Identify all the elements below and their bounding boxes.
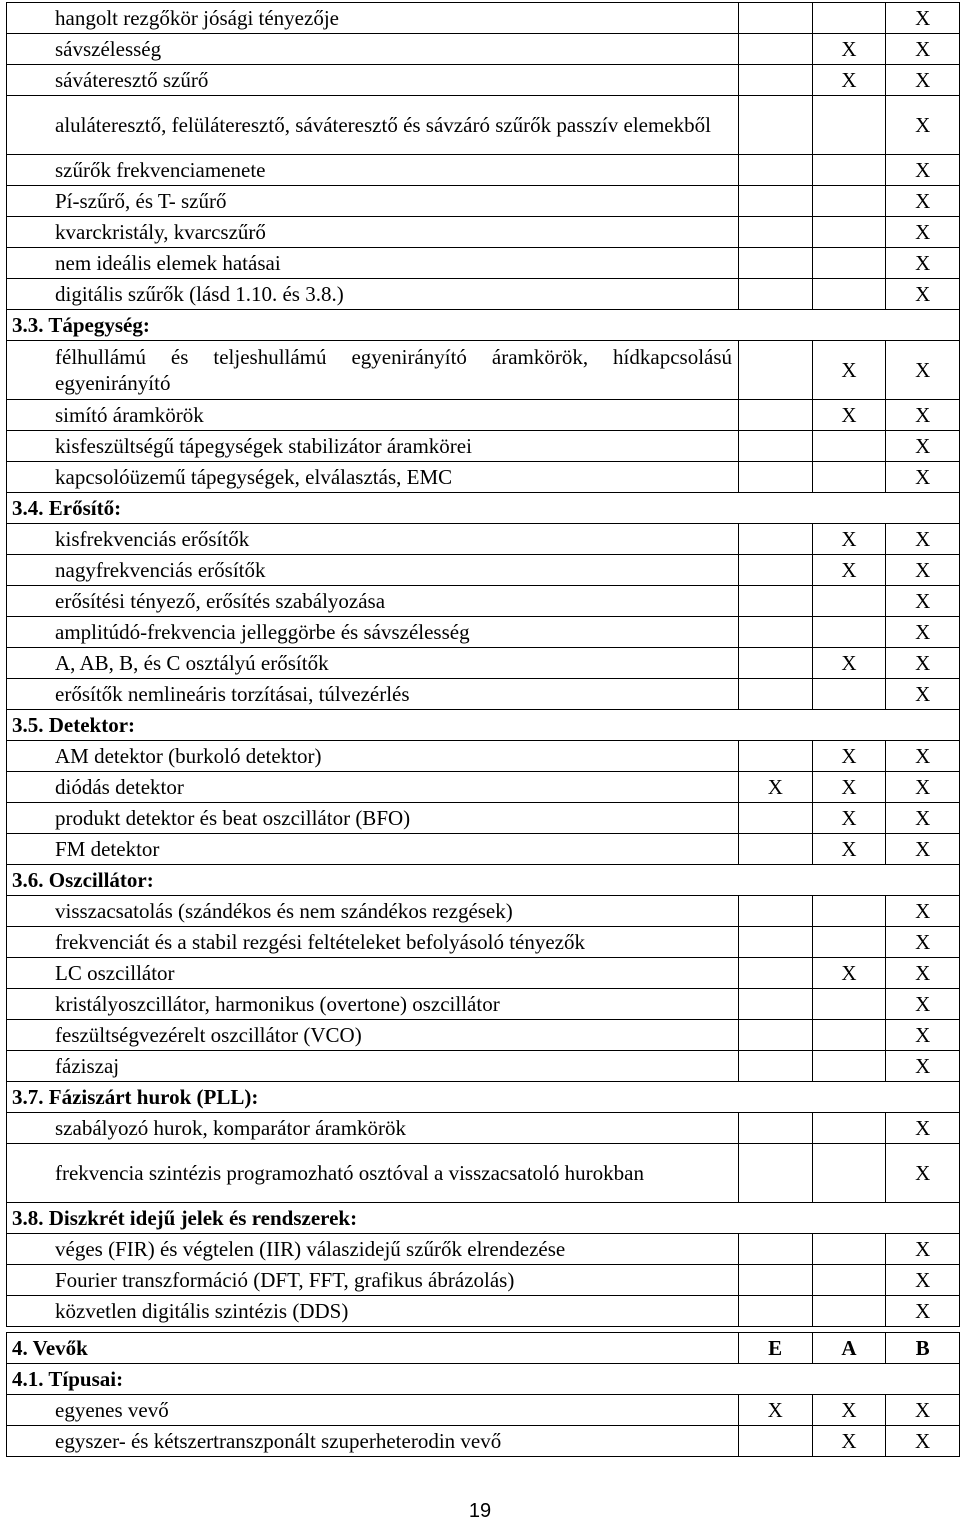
topic-label: hangolt rezgőkör jósági tényezője	[7, 3, 739, 34]
topic-row	[7, 586, 960, 617]
topic-row	[7, 555, 960, 586]
level-mark-2	[812, 1296, 886, 1327]
topic-label: egyszer- és kétszertranszponált szuperheterodin vevő	[7, 1426, 739, 1457]
topic-row	[7, 1144, 960, 1203]
topic-row	[7, 96, 960, 155]
topic-label: FM detektor	[7, 834, 739, 865]
topic-label: diódás detektor	[7, 772, 739, 803]
level-mark-2	[812, 279, 886, 310]
level-mark-3: X	[886, 34, 960, 65]
topic-row	[7, 341, 960, 400]
topic-label: félhullámú és teljeshullámú egyenirányító áramkörök, hídkapcsolású egyenirányító	[7, 341, 739, 400]
topic-label: feszültségvezérelt oszcillátor (VCO)	[7, 1020, 739, 1051]
level-mark-2: X	[812, 1395, 886, 1426]
level-mark-3: X	[886, 803, 960, 834]
receivers-table	[6, 1332, 960, 1457]
topic-row	[7, 431, 960, 462]
level-mark-1	[739, 3, 813, 34]
topic-row	[7, 1395, 960, 1426]
level-mark-1	[739, 1020, 813, 1051]
level-mark-3: X	[886, 648, 960, 679]
level-mark-2	[812, 617, 886, 648]
topic-row	[7, 741, 960, 772]
level-mark-3: X	[886, 679, 960, 710]
level-mark-1	[739, 927, 813, 958]
level-mark-2	[812, 1020, 886, 1051]
section-heading: 4.1. Típusai:	[7, 1364, 960, 1395]
level-mark-1	[739, 1265, 813, 1296]
topic-row	[7, 217, 960, 248]
topic-row	[7, 1426, 960, 1457]
level-mark-2: X	[812, 555, 886, 586]
requirements-table	[6, 2, 960, 1327]
level-mark-2	[812, 1113, 886, 1144]
level-mark-3: X	[886, 186, 960, 217]
level-mark-3: X	[886, 462, 960, 493]
level-mark-3: X	[886, 896, 960, 927]
receivers-heading: 4. Vevők	[7, 1333, 739, 1364]
level-mark-2	[812, 217, 886, 248]
level-mark-1	[739, 400, 813, 431]
topic-label: közvetlen digitális szintézis (DDS)	[7, 1296, 739, 1327]
topic-row	[7, 279, 960, 310]
level-mark-2: X	[812, 341, 886, 400]
level-mark-1	[739, 1051, 813, 1082]
level-mark-2: X	[812, 65, 886, 96]
level-mark-3: X	[886, 586, 960, 617]
level-mark-1	[739, 248, 813, 279]
level-mark-1	[739, 341, 813, 400]
requirements-table-body	[7, 3, 960, 1327]
section-heading: 3.7. Fáziszárt hurok (PLL):	[7, 1082, 960, 1113]
level-mark-3: X	[886, 65, 960, 96]
topic-label: simító áramkörök	[7, 400, 739, 431]
topic-row	[7, 3, 960, 34]
level-mark-3: X	[886, 772, 960, 803]
topic-row	[7, 834, 960, 865]
level-mark-2: X	[812, 34, 886, 65]
topic-row	[7, 34, 960, 65]
level-mark-3: X	[886, 3, 960, 34]
level-mark-3: X	[886, 1296, 960, 1327]
topic-row	[7, 617, 960, 648]
level-mark-3: X	[886, 555, 960, 586]
topic-row	[7, 186, 960, 217]
topic-label: aluláteresztő, felüláteresztő, sáváteresztő és sávzáró szűrők passzív elemekből	[7, 96, 739, 155]
level-mark-1	[739, 1144, 813, 1203]
level-mark-1	[739, 896, 813, 927]
section-row	[7, 1082, 960, 1113]
topic-row	[7, 1265, 960, 1296]
level-mark-1	[739, 989, 813, 1020]
level-mark-1	[739, 679, 813, 710]
topic-row	[7, 400, 960, 431]
section-row	[7, 310, 960, 341]
topic-label: frekvenciát és a stabil rezgési feltételeket befolyásoló tényezők	[7, 927, 739, 958]
level-mark-2: X	[812, 834, 886, 865]
topic-label: Pí-szűrő, és T- szűrő	[7, 186, 739, 217]
section-row	[7, 1203, 960, 1234]
topic-row	[7, 1113, 960, 1144]
level-mark-2: X	[812, 772, 886, 803]
page-number: 19	[468, 1500, 492, 1522]
level-mark-2	[812, 248, 886, 279]
level-mark-3: X	[886, 927, 960, 958]
topic-row	[7, 248, 960, 279]
level-mark-2	[812, 431, 886, 462]
level-mark-2	[812, 1265, 886, 1296]
level-mark-2	[812, 896, 886, 927]
level-mark-2: X	[812, 803, 886, 834]
level-mark-2	[812, 186, 886, 217]
level-mark-1	[739, 279, 813, 310]
level-mark-1	[739, 648, 813, 679]
topic-row	[7, 927, 960, 958]
level-mark-3: X	[886, 400, 960, 431]
level-mark-2	[812, 462, 886, 493]
column-heading-a: A	[812, 1333, 886, 1364]
level-mark-2	[812, 1234, 886, 1265]
topic-row	[7, 803, 960, 834]
level-mark-3: X	[886, 155, 960, 186]
level-mark-2	[812, 679, 886, 710]
topic-row	[7, 648, 960, 679]
section-row	[7, 710, 960, 741]
topic-label: erősítők nemlineáris torzításai, túlvezérlés	[7, 679, 739, 710]
level-mark-2	[812, 586, 886, 617]
section-heading: 3.4. Erősítő:	[7, 493, 960, 524]
topic-label: fáziszaj	[7, 1051, 739, 1082]
topic-label: nagyfrekvenciás erősítők	[7, 555, 739, 586]
topic-label: erősítési tényező, erősítés szabályozása	[7, 586, 739, 617]
level-mark-2: X	[812, 524, 886, 555]
topic-label: szűrők frekvenciamenete	[7, 155, 739, 186]
topic-label: egyenes vevő	[7, 1395, 739, 1426]
column-heading-e: E	[738, 1333, 812, 1364]
topic-row	[7, 958, 960, 989]
level-mark-3: X	[886, 741, 960, 772]
level-mark-3: X	[886, 834, 960, 865]
topic-row	[7, 896, 960, 927]
topic-row	[7, 462, 960, 493]
level-mark-3: X	[886, 1265, 960, 1296]
level-mark-2	[812, 1144, 886, 1203]
topic-label: amplitúdó-frekvencia jelleggörbe és sávszélesség	[7, 617, 739, 648]
topic-label: LC oszcillátor	[7, 958, 739, 989]
topic-row	[7, 65, 960, 96]
level-mark-2	[812, 3, 886, 34]
level-mark-2: X	[812, 958, 886, 989]
section-row	[7, 493, 960, 524]
level-mark-1	[739, 65, 813, 96]
topic-row	[7, 1020, 960, 1051]
level-mark-3: X	[886, 1395, 960, 1426]
level-mark-1	[739, 34, 813, 65]
level-mark-3: X	[886, 1144, 960, 1203]
level-mark-1	[739, 834, 813, 865]
topic-label: sáváteresztő szűrő	[7, 65, 739, 96]
topic-row	[7, 989, 960, 1020]
level-mark-3: X	[886, 958, 960, 989]
level-mark-1	[739, 1234, 813, 1265]
level-mark-2	[812, 989, 886, 1020]
section-heading: 3.8. Diszkrét idejű jelek és rendszerek:	[7, 1203, 960, 1234]
topic-row	[7, 1296, 960, 1327]
topic-row	[7, 679, 960, 710]
topic-label: nem ideális elemek hatásai	[7, 248, 739, 279]
topic-label: A, AB, B, és C osztályú erősítők	[7, 648, 739, 679]
level-mark-2	[812, 155, 886, 186]
topic-row	[7, 1234, 960, 1265]
level-mark-1	[739, 462, 813, 493]
topic-label: kapcsolóüzemű tápegységek, elválasztás, EMC	[7, 462, 739, 493]
level-mark-2: X	[812, 400, 886, 431]
level-mark-1	[739, 155, 813, 186]
level-mark-1	[739, 1296, 813, 1327]
level-mark-3: X	[886, 431, 960, 462]
section-heading: 3.3. Tápegység:	[7, 310, 960, 341]
level-mark-3: X	[886, 524, 960, 555]
level-mark-1	[739, 217, 813, 248]
level-mark-3: X	[886, 1020, 960, 1051]
section-row	[7, 865, 960, 896]
level-mark-1	[739, 524, 813, 555]
level-mark-3: X	[886, 989, 960, 1020]
topic-label: véges (FIR) és végtelen (IIR) válaszidejű szűrők elrendezése	[7, 1234, 739, 1265]
level-mark-3: X	[886, 1051, 960, 1082]
level-mark-3: X	[886, 617, 960, 648]
topic-label: visszacsatolás (szándékos és nem szándékos rezgések)	[7, 896, 739, 927]
level-mark-1	[739, 741, 813, 772]
level-mark-1	[739, 617, 813, 648]
topic-label: Fourier transzformáció (DFT, FFT, grafikus ábrázolás)	[7, 1265, 739, 1296]
level-mark-2: X	[812, 648, 886, 679]
column-heading-b: B	[886, 1333, 960, 1364]
level-mark-3: X	[886, 248, 960, 279]
receivers-header-row	[7, 1333, 960, 1364]
level-mark-1	[739, 186, 813, 217]
level-mark-1: X	[738, 1395, 812, 1426]
topic-label: frekvencia szintézis programozható osztóval a visszacsatoló hurokban	[7, 1144, 739, 1203]
level-mark-3: X	[886, 341, 960, 400]
level-mark-2	[812, 96, 886, 155]
level-mark-2: X	[812, 1426, 886, 1457]
level-mark-3: X	[886, 1234, 960, 1265]
topic-label: AM detektor (burkoló detektor)	[7, 741, 739, 772]
level-mark-2	[812, 1051, 886, 1082]
topic-row	[7, 772, 960, 803]
level-mark-3: X	[886, 279, 960, 310]
level-mark-2	[812, 927, 886, 958]
topic-label: kisfrekvenciás erősítők	[7, 524, 739, 555]
receivers-table-body	[7, 1333, 960, 1457]
level-mark-2: X	[812, 741, 886, 772]
level-mark-1	[739, 803, 813, 834]
level-mark-1	[739, 958, 813, 989]
level-mark-1: X	[739, 772, 813, 803]
level-mark-1	[739, 1113, 813, 1144]
topic-row	[7, 524, 960, 555]
section-row	[7, 1364, 960, 1395]
level-mark-3: X	[886, 1113, 960, 1144]
level-mark-1	[738, 1426, 812, 1457]
level-mark-3: X	[886, 1426, 960, 1457]
level-mark-1	[739, 431, 813, 462]
section-heading: 3.5. Detektor:	[7, 710, 960, 741]
section-heading: 3.6. Oszcillátor:	[7, 865, 960, 896]
level-mark-1	[739, 96, 813, 155]
topic-label: sávszélesség	[7, 34, 739, 65]
topic-label: kvarckristály, kvarcszűrő	[7, 217, 739, 248]
topic-label: produkt detektor és beat oszcillátor (BFO)	[7, 803, 739, 834]
topic-label: digitális szűrők (lásd 1.10. és 3.8.)	[7, 279, 739, 310]
level-mark-1	[739, 586, 813, 617]
topic-label: szabályozó hurok, komparátor áramkörök	[7, 1113, 739, 1144]
level-mark-3: X	[886, 217, 960, 248]
topic-label: kristályoszcillátor, harmonikus (overtone) oszcillátor	[7, 989, 739, 1020]
level-mark-1	[739, 555, 813, 586]
topic-row	[7, 1051, 960, 1082]
topic-row	[7, 155, 960, 186]
topic-label: kisfeszültségű tápegységek stabilizátor áramkörei	[7, 431, 739, 462]
level-mark-3: X	[886, 96, 960, 155]
